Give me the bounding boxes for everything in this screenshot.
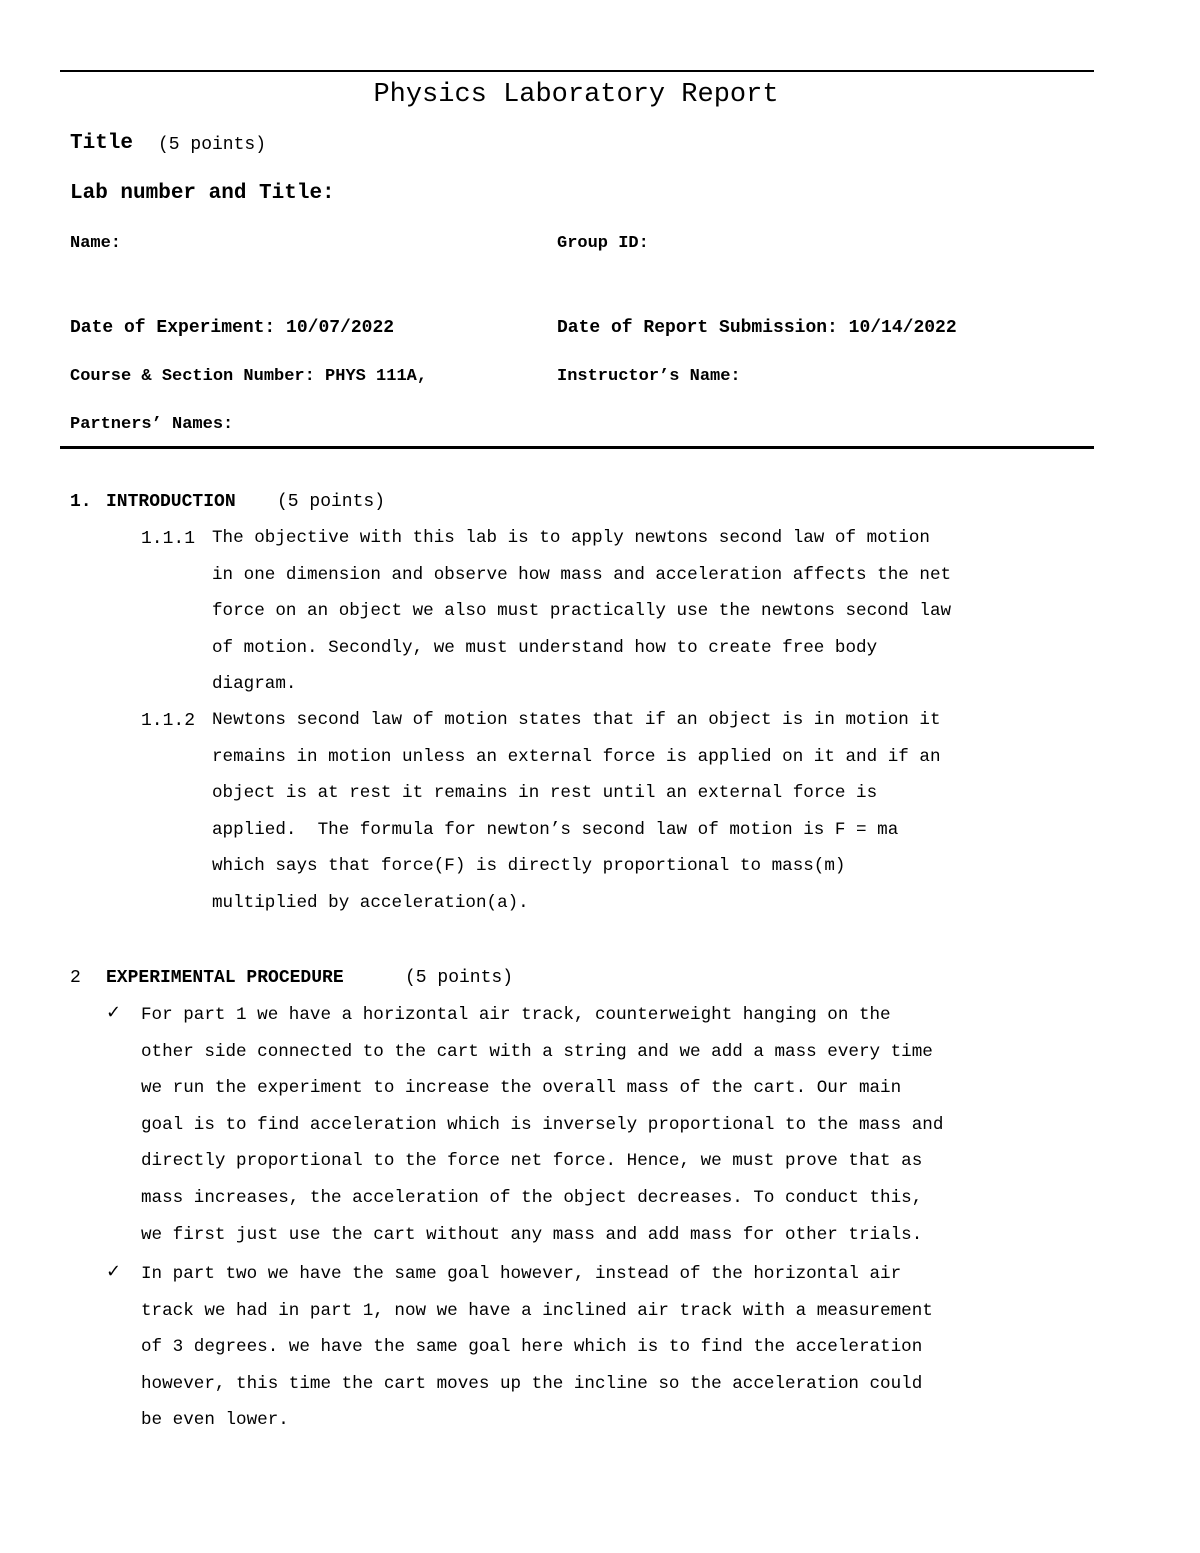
text-line: multiplied by acceleration(a). [212, 892, 529, 913]
section-1-points: (5 points) [277, 492, 386, 512]
section-2-points: (5 points) [405, 968, 514, 988]
partners-label: Partners’ Names: [70, 415, 234, 434]
text-line: The objective with this lab is to apply newtons second law of motion [212, 528, 930, 548]
item-1-1-1-text [212, 520, 951, 703]
text-line: directly proportional to the force net force. Hence, we must prove that as [141, 1151, 923, 1172]
text-line: which says that force(F) is directly proportional to mass(m) [212, 856, 846, 877]
section-1-number: 1. [70, 492, 92, 512]
text-line: other side connected to the cart with a string and we add a mass every time [141, 1041, 933, 1062]
page-title: Physics Laboratory Report [373, 80, 779, 110]
item-1-1-1-number: 1.1.1 [141, 529, 196, 549]
text-line: track we had in part 1, now we have a inclined air track with a measurement [141, 1300, 933, 1321]
text-line: of 3 degrees. we have the same goal here which is to find the acceleration [141, 1337, 923, 1358]
checkmark-icon: ✓ [106, 1002, 122, 1023]
text-line: we run the experiment to increase the overall mass of the cart. Our main [141, 1078, 902, 1099]
lab-number-label: Lab number and Title: [70, 182, 335, 205]
text-line: In part two we have the same goal however, instead of the horizontal air [141, 1264, 902, 1284]
item-1-1-2-text [212, 702, 941, 922]
section-2-number: 2 [70, 968, 81, 988]
group-id-label: Group ID: [557, 234, 649, 253]
title-label: Title [70, 132, 134, 155]
text-line: be even lower. [141, 1410, 289, 1431]
text-line: mass increases, the acceleration of the object decreases. To conduct this, [141, 1187, 923, 1208]
header-bottom-rule [60, 446, 1094, 449]
name-label: Name: [70, 234, 122, 253]
text-line: remains in motion unless an external force is applied on it and if an [212, 746, 941, 767]
text-line: For part 1 we have a horizontal air track, counterweight hanging on the [141, 1005, 891, 1025]
text-line: diagram. [212, 674, 297, 695]
text-line: object is at rest it remains in rest until an external force is [212, 783, 878, 804]
text-line: applied. The formula for newton’s second law of motion is F = ma [212, 819, 899, 840]
section-2-heading: EXPERIMENTAL PROCEDURE [106, 968, 344, 988]
text-line: goal is to find acceleration which is inversely proportional to the mass and [141, 1114, 944, 1135]
text-line: in one dimension and observe how mass and acceleration affects the net [212, 564, 952, 585]
procedure-item-1-text [141, 997, 943, 1253]
title-points: (5 points) [158, 135, 267, 155]
instructor-label: Instructor’s Name: [557, 367, 741, 386]
text-line: of motion. Secondly, we must understand how to create free body [212, 637, 878, 658]
section-1-heading: INTRODUCTION [106, 492, 236, 512]
item-1-1-2-number: 1.1.2 [141, 711, 196, 731]
procedure-item-2-text [141, 1256, 933, 1439]
course-section: Course & Section Number: PHYS 111A, [70, 367, 428, 386]
text-line: Newtons second law of motion states that if an object is in motion it [212, 710, 941, 730]
text-line: however, this time the cart moves up the incline so the acceleration could [141, 1373, 923, 1394]
date-of-submission: Date of Report Submission: 10/14/2022 [557, 318, 957, 338]
top-rule [60, 70, 1094, 72]
text-line: force on an object we also must practically use the newtons second law [212, 601, 952, 622]
text-line: we first just use the cart without any mass and add mass for other trials. [141, 1224, 923, 1245]
checkmark-icon: ✓ [106, 1261, 122, 1282]
date-of-experiment: Date of Experiment: 10/07/2022 [70, 318, 395, 338]
